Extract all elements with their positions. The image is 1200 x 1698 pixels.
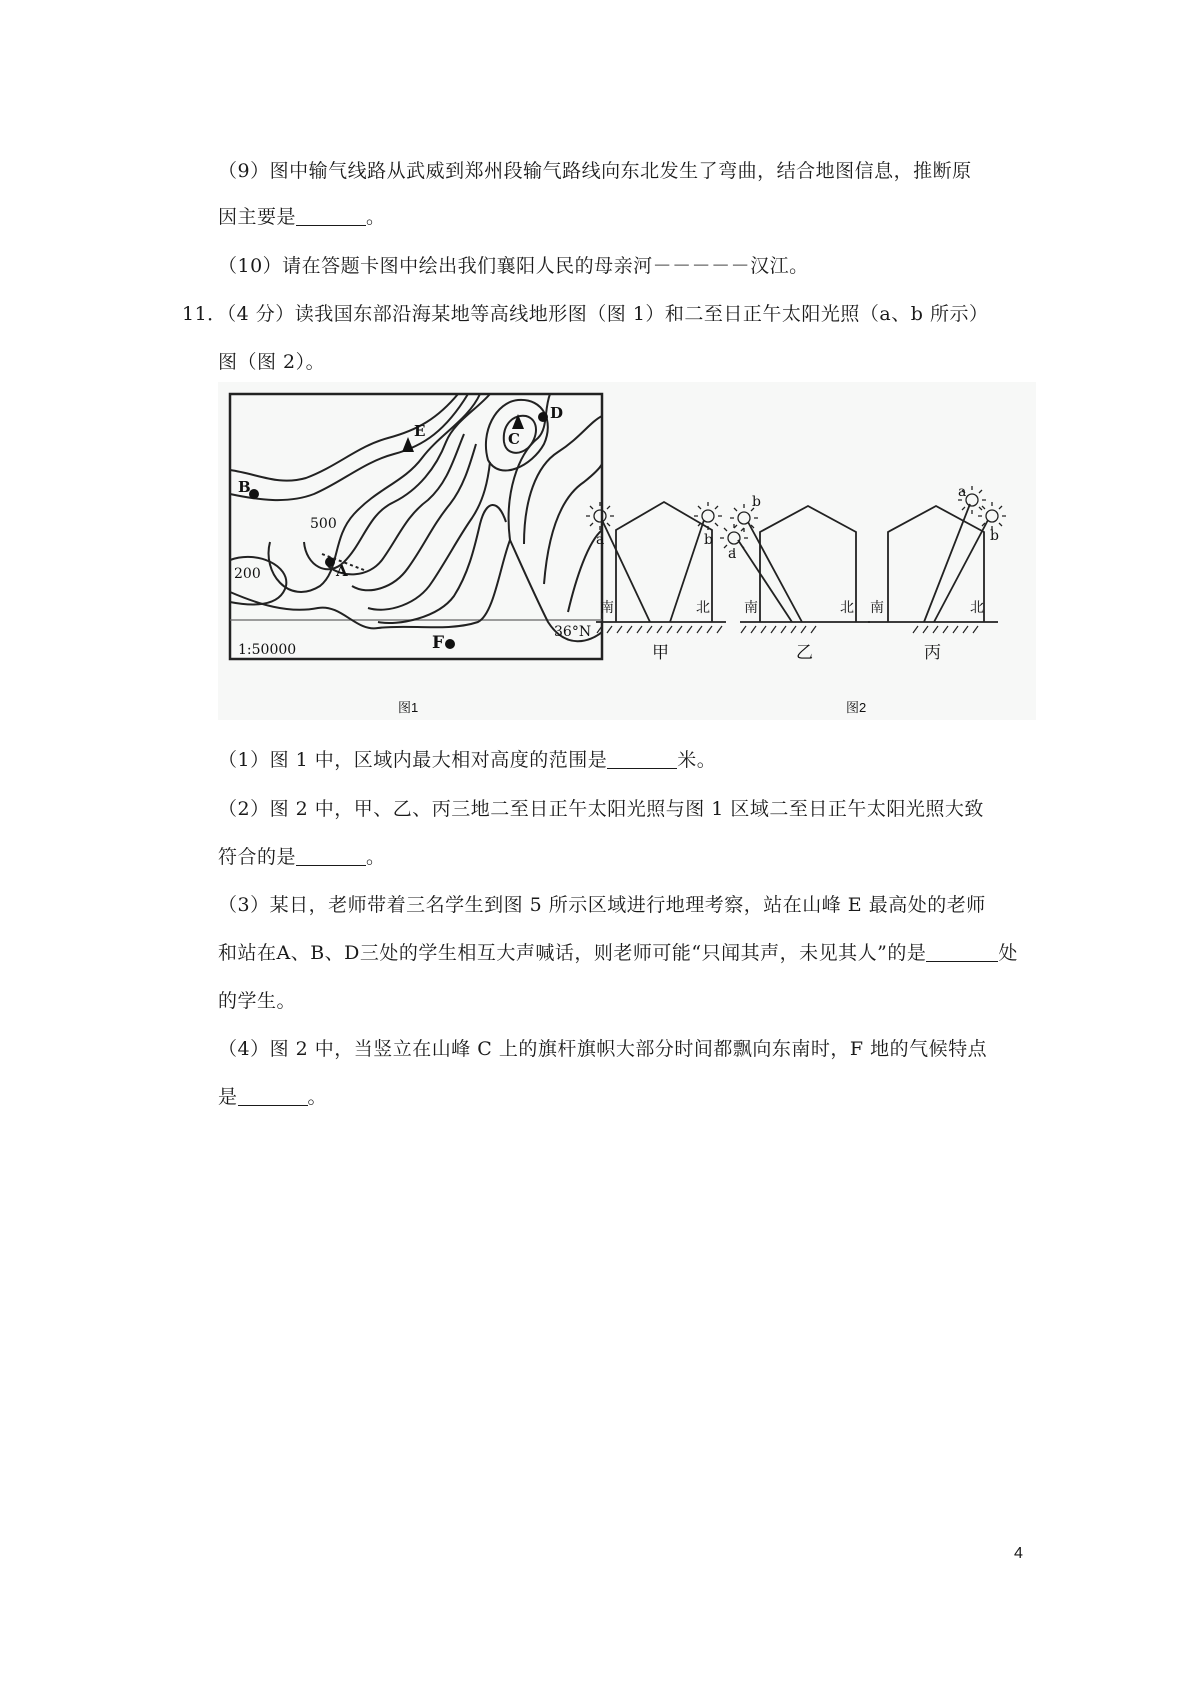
label-south-yi: 南 [744,600,758,616]
q11-sub4-suffix: 。 [307,1086,328,1108]
q11-sub3-answer-blank[interactable] [926,941,998,962]
label-south-bing: 南 [870,600,884,616]
q9-line1: （9）图中输气线路从武威到郑州段输气路线向东北发生了弯曲，结合地图信息，推断原 [218,160,972,182]
q11-sub3-line3: 的学生。 [218,990,297,1012]
q11-sub2-line1: （2）图 2 中，甲、乙、丙三地二至日正午太阳光照与图 1 区域二至日正午太阳光照大致 [218,798,984,820]
q11-sub2-answer-blank[interactable] [296,845,366,866]
sun-icon [694,502,722,530]
q11-sub4-line2 [218,1083,327,1111]
ground-hatch [913,626,978,633]
ground-hatch [597,626,722,633]
ground-hatch [741,626,816,633]
label-north-yi: 北 [840,600,854,616]
contour-line [378,505,506,623]
q11-sub4-answer-blank[interactable] [238,1085,308,1106]
peak-e-triangle [402,437,414,452]
sun-ray-a [924,504,970,622]
label-d: D [550,404,564,422]
q11-sub4-prefix: 是 [218,1086,238,1108]
label-ray-a-jia: a [596,532,605,548]
label-ray-b-bing: b [990,528,999,544]
q11-sub1 [218,746,716,774]
label-c: C [508,430,520,448]
page-number: 4 [1014,1545,1023,1562]
contour-line [544,464,605,584]
figure2-diagrams [586,486,1006,633]
q11-sub4-line1: （4）图 2 中，当竖立在山峰 C 上的旗杆旗帜大部分时间都飘向东南时，F 地的气候特点 [218,1038,988,1060]
figure-area [218,382,1036,720]
q11-sub2-line2 [218,843,386,871]
q11-intro-line2: 图（图 2）。 [218,351,326,373]
label-panel-bing: 丙 [924,643,941,663]
q11-sub3-prefix: 和站在A、B、D三处的学生相互大声喊话，则老师可能“只闻其声，未见其人”的是 [218,942,927,964]
contour-label-500: 500 [310,516,337,532]
point-f-marker [445,639,455,649]
q11-intro-line1: 11．（4 分）读我国东部沿海某地等高线地形图（图 1）和二至日正午太阳光照（a、b 所示） [182,303,989,325]
label-ray-a-yi: a [728,546,737,562]
point-d-marker [538,412,548,422]
contour-label-200: 200 [234,566,261,582]
label-north-bing: 北 [970,600,984,616]
q9-line2 [218,203,386,231]
sun-icon [978,502,1006,530]
label-b: B [238,478,251,496]
q11-sub2-suffix: 。 [366,846,386,868]
label-a: A [336,562,348,580]
label-panel-jia: 甲 [652,643,669,663]
label-e: E [414,422,426,440]
contour-line [269,394,480,592]
q9-line2-prefix: 因主要是 [218,206,297,228]
latitude-label: 36°N [554,624,592,640]
sun-icon [586,502,614,530]
q11-sub1-prefix: （1）图 1 中，区域内最大相对高度的范围是 [218,749,608,771]
label-ray-b-jia: b [704,532,713,548]
label-ray-b-yi: b [752,494,761,510]
label-f: F [432,633,445,653]
q9-line2-suffix: 。 [366,206,386,228]
q11-sub3-line1: （3）某日，老师带着三名学生到图 5 所示区域进行地理考察，站在山峰 E 最高处的老师 [218,894,986,916]
scale-label: 1:50000 [238,642,297,658]
q11-sub1-suffix: 米。 [677,749,717,771]
label-panel-yi: 乙 [796,643,813,663]
figure1-caption: 图1 [398,700,419,715]
q11-sub3-suffix: 处 [998,942,1018,964]
sun-icons [586,486,1006,552]
q11-sub3-line2 [218,939,1018,967]
figure2-caption: 图2 [846,700,867,715]
q11-sub2-prefix: 符合的是 [218,846,297,868]
q9-answer-blank[interactable] [296,205,366,226]
label-north-jia: 北 [696,600,710,616]
q10-text: （10）请在答题卡图中绘出我们襄阳人民的母亲河－－－－－汉江。 [218,255,809,277]
q11-sub1-answer-blank[interactable] [607,748,677,769]
point-a-marker [325,557,335,567]
figures-svg [218,382,1036,720]
label-south-jia: 南 [600,600,614,616]
label-ray-a-bing: a [958,484,967,500]
